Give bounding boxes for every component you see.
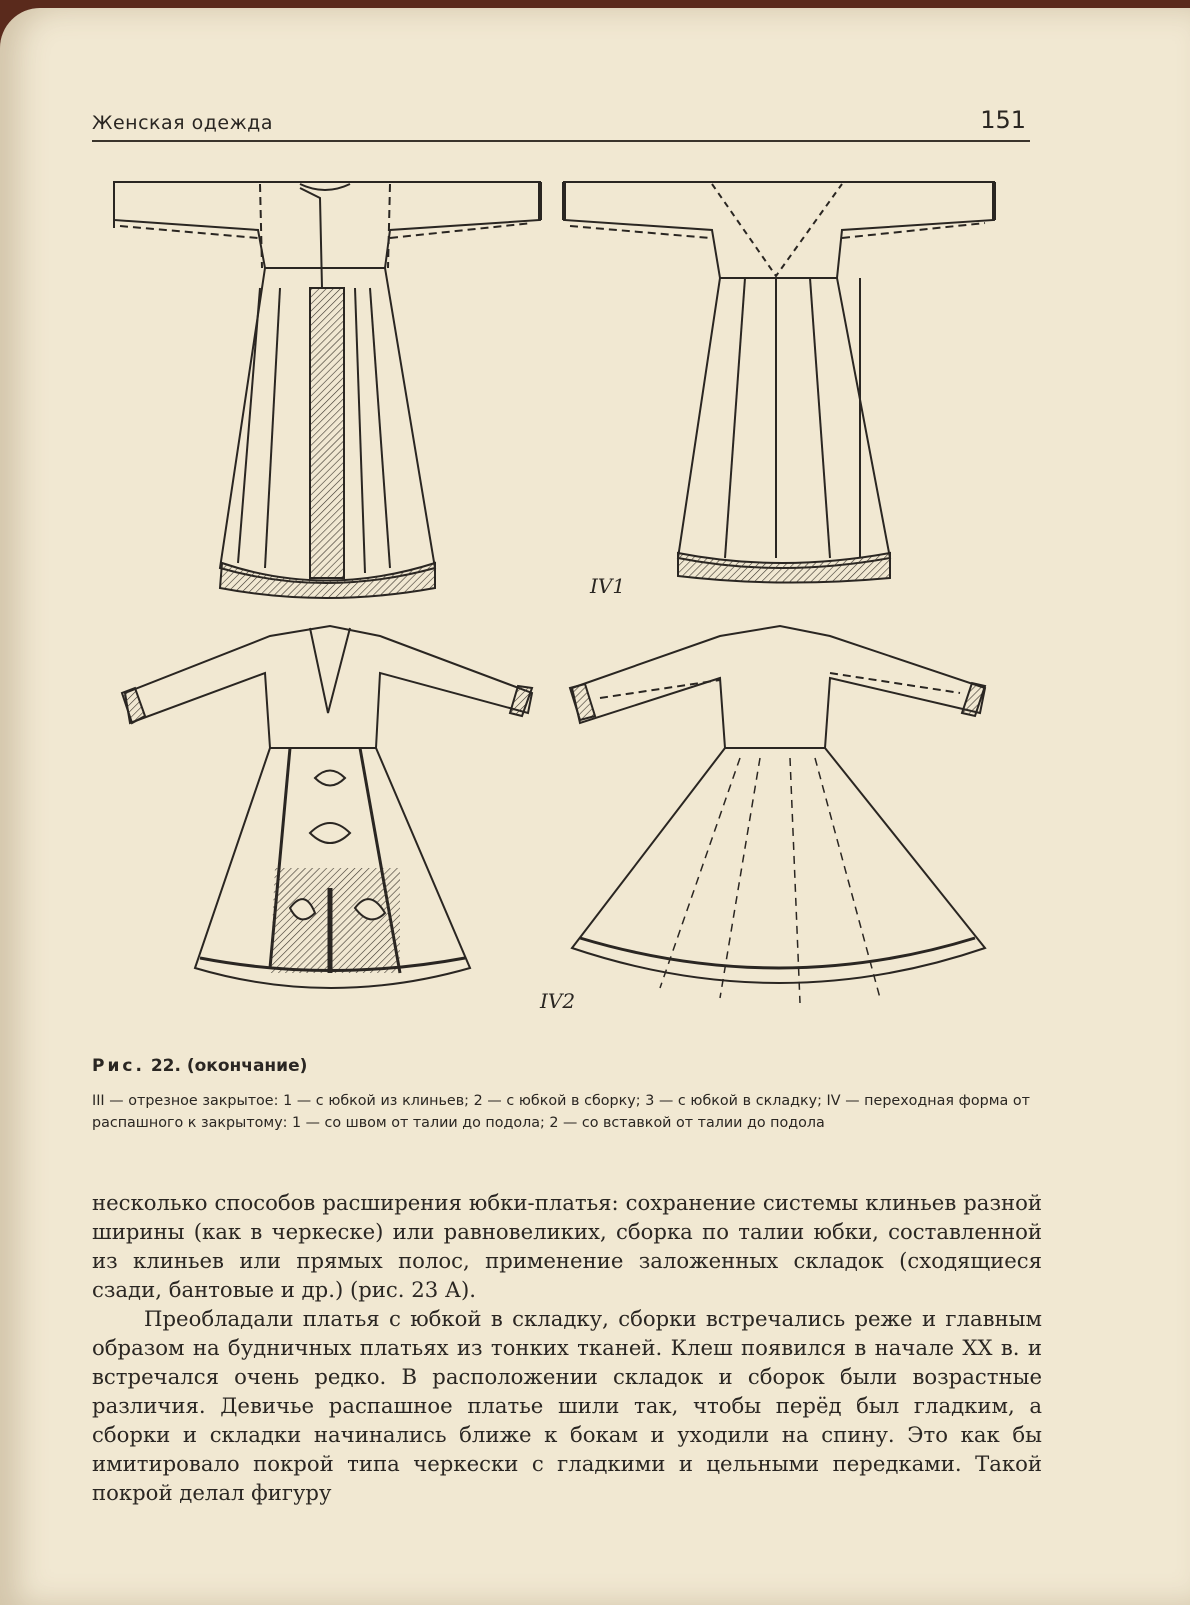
dress-iv1-back [564, 182, 994, 598]
running-title: Женская одежда [92, 112, 273, 134]
figure-label-iv1: IV1 [590, 574, 626, 598]
page-number: 151 [980, 106, 1026, 134]
caption-lead: Рис. [92, 1056, 145, 1076]
page-header [92, 100, 1030, 142]
book-page [0, 8, 1190, 1605]
dress-iv1-front [114, 182, 540, 598]
paragraph-1: несколько способов расширения юбки-платья: сохранение системы клиньев разной ширины (как в черкеске) или равновеликих, сборка по талии юбки, составленной из клиньев или прямых полос, применение заложенных складок (сходящиеся сзади, бантовые и др.) (рис. 23 А). [92, 1190, 1042, 1302]
figure-caption-text: III — отрезное закрытое: 1 — с юбкой из клиньев; 2 — с юбкой в сборку; 3 — с юбкой в складку; IV — переходная форма от распашного к закрытому: 1 — со швом от талии до подола; 2 — со вставкой от талии до подола [92, 1093, 1030, 1131]
paragraph-2: Преобладали платья с юбкой в складку, сборки встречались реже и главным образом на будничных платьях из тонких тканей. Клеш появился в начале XX в. и встречался очень редко. В расположении складок и сборок были возрастные различия. Девичье распашное платье шили так, чтобы перёд был гладким, а сборки и складки начинались ближе к бокам и уходили на спину. Это как бы имитировало покрой типа черкески с гладкими и цельными передками. Такой покрой делал фигуру [92, 1306, 1042, 1505]
garment-figure [100, 168, 1040, 1048]
body-text [92, 1188, 1042, 1507]
dress-iv2-front [122, 626, 532, 988]
caption-title-text: 22. (окончание) [150, 1056, 308, 1076]
garment-drawings [100, 168, 1040, 1048]
dress-iv2-back [539, 626, 985, 1013]
figure-label-iv2: IV2 [540, 989, 576, 1013]
figure-caption-title [92, 1056, 307, 1076]
